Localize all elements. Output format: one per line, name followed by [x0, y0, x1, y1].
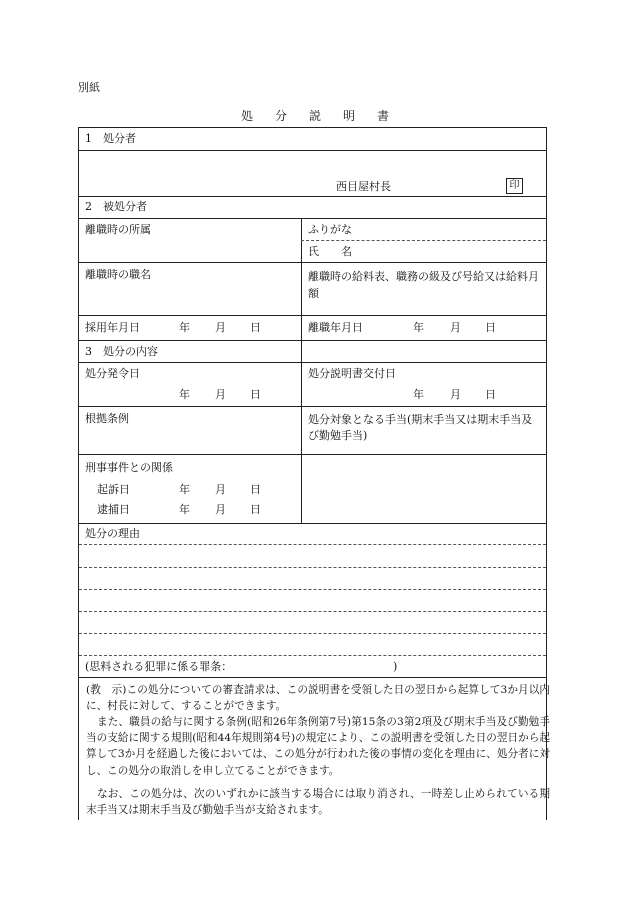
issue-year-unit: 年: [179, 388, 190, 401]
reason-line: [79, 611, 546, 612]
section2-heading: 2 被処分者: [85, 200, 147, 213]
rule: [78, 340, 547, 341]
arrest-month-unit: 月: [215, 503, 226, 516]
rule: [78, 454, 547, 455]
rule: [78, 262, 547, 263]
delivery-year-unit: 年: [413, 388, 424, 401]
rule: [78, 150, 547, 151]
authority-name: 西目屋村長: [336, 180, 391, 193]
rule: [78, 523, 547, 524]
hire-date-label: 採用年月日: [85, 321, 140, 334]
rule: [78, 677, 547, 678]
reason-line: [79, 567, 546, 568]
hire-year-unit: 年: [179, 321, 190, 334]
indictment-day-unit: 日: [250, 483, 261, 496]
suspected-crime-close: ): [393, 660, 398, 673]
frame-left: [78, 127, 79, 820]
delivery-date-label: 処分説明書交付日: [308, 367, 396, 380]
indictment-month-unit: 月: [215, 483, 226, 496]
delivery-month-unit: 月: [450, 388, 461, 401]
rule: [78, 218, 547, 219]
notice-paragraph-2: また、職員の給与に関する条例(昭和26年条例第7号)第15条の3第2項及び期末手当及び勤勉手当の支給に関する規則(昭和44年規則第4号)の規定により、この説明書を受領した日の翌日から起算して3か月を経過した後においては、この処分が行われた後の事情の変化を理由に、処分者に対し、この処分の取消しを申し立てることができます。: [86, 716, 550, 777]
delivery-day-unit: 日: [485, 388, 496, 401]
section1-heading: 1 処分者: [85, 132, 136, 145]
retire-day-unit: 日: [485, 321, 496, 334]
reason-line: [79, 589, 546, 590]
indictment-label: 起訴日: [97, 483, 130, 496]
attachment-label: 別紙: [78, 81, 100, 94]
notice-paragraph-1: (教 示)この処分についての審査請求は、この説明書を受領した日の翌日から起算して3か月以内に、村長に対して、することができます。: [86, 684, 550, 713]
arrest-label: 逮捕日: [97, 503, 130, 516]
arrest-day-unit: 日: [250, 503, 261, 516]
reason-label: 処分の理由: [85, 527, 140, 540]
reason-line: [79, 544, 546, 545]
affiliation-label: 離職時の所属: [85, 223, 151, 236]
arrest-year-unit: 年: [179, 503, 190, 516]
criminal-relation-label: 刑事事件との関係: [85, 461, 173, 474]
notice-paragraph-3: なお、この処分は、次のいずれかに該当する場合には取り消され、一時差し止められている期末手当又は期末手当及び勤勉手当が支給されます。: [86, 788, 550, 817]
column-divider: [301, 218, 302, 523]
document-title: 処分説明書: [240, 109, 411, 123]
name-label: 氏 名: [308, 245, 352, 258]
frame-top: [78, 127, 547, 128]
retire-year-unit: 年: [413, 321, 424, 334]
salary-label: 離職時の給料表、職務の級及び号給又は給料月額: [308, 270, 539, 300]
rule: [78, 406, 547, 407]
indictment-year-unit: 年: [179, 483, 190, 496]
hire-day-unit: 日: [250, 321, 261, 334]
rule: [78, 196, 547, 197]
issue-day-unit: 日: [250, 388, 261, 401]
hire-month-unit: 月: [215, 321, 226, 334]
issue-date-label: 処分発令日: [85, 367, 140, 380]
issue-month-unit: 月: [215, 388, 226, 401]
target-allowance-label: 処分対象となる手当(期末手当又は期末手当及び勤勉手当): [308, 413, 533, 442]
rule: [78, 362, 547, 363]
furigana-dash: [301, 240, 546, 241]
section3-heading: 3 処分の内容: [85, 345, 158, 358]
reason-line: [79, 633, 546, 634]
retire-date-label: 離職年月日: [308, 321, 363, 334]
legal-basis-label: 根拠条例: [85, 412, 129, 425]
seal-mark: 印: [506, 178, 523, 194]
furigana-label: ふりがな: [308, 223, 352, 236]
rule: [78, 315, 547, 316]
retire-month-unit: 月: [450, 321, 461, 334]
reason-line: [79, 655, 546, 656]
position-label: 離職時の職名: [85, 268, 151, 281]
suspected-crime-label: (思料される犯罪に係る罪条：: [85, 660, 233, 673]
